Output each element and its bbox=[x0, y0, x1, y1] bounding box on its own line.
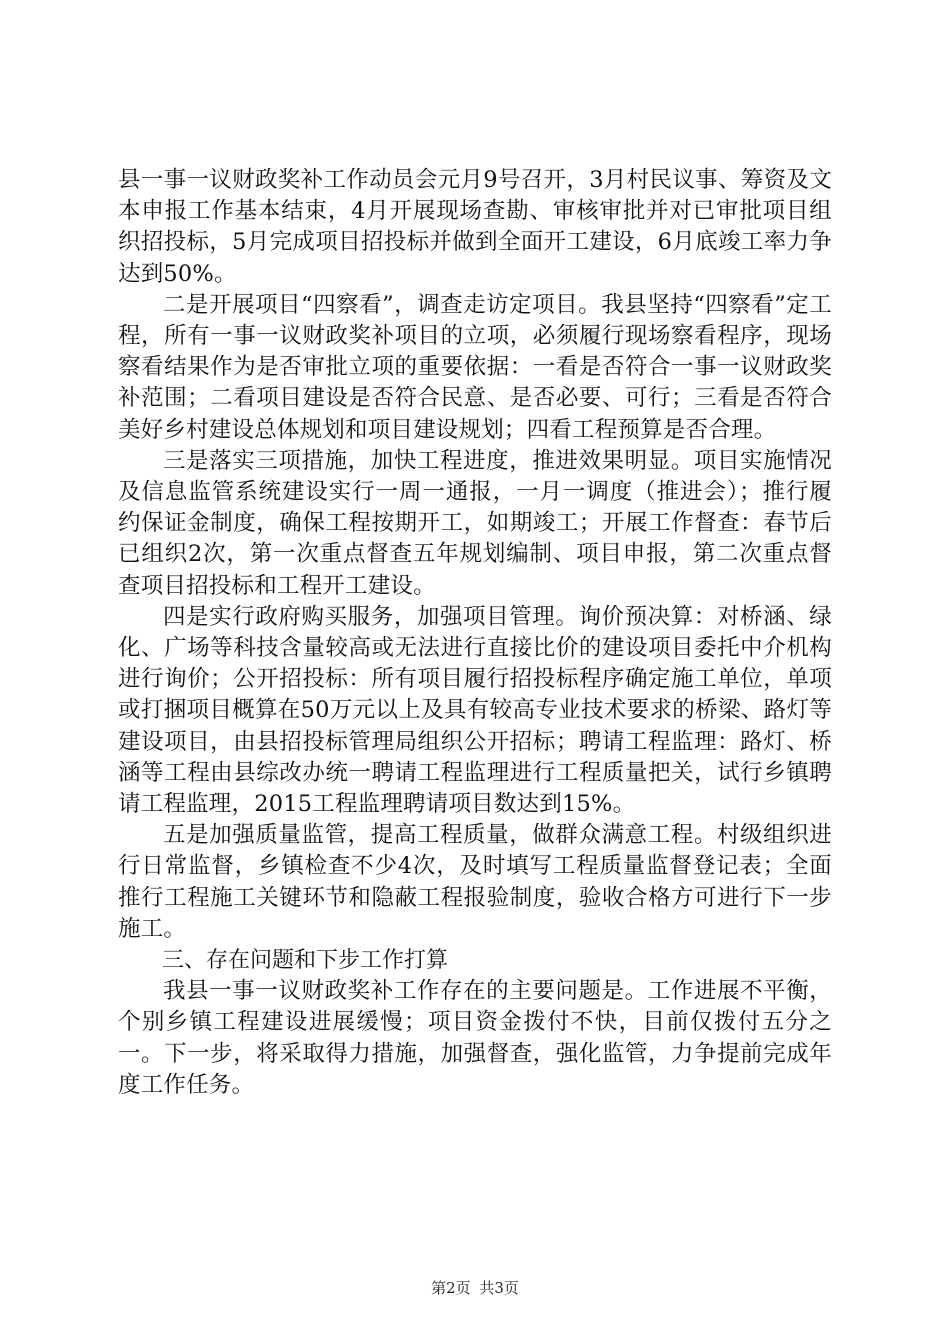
paragraph-purchase-services: 四是实行政府购买服务，加强项目管理。询价预决算：对桥涵、绿化、广场等科技含量较高或无法进行直接比价的建设项目委托中介机构进行询价；公开招投标：所有项目履行招投标程序确定施工单位，单项或打捆项目概算在50万元以上及具有较高专业技术要求的桥梁、路灯等建设项目，由县招投标管理局组织公开招标；聘请工程监理：路灯、桥涵等工程由县综改办统一聘请工程监理进行工程质量把关，试行乡镇聘请工程监理，2015工程监理聘请项目数达到15%。 bbox=[118, 603, 832, 818]
paragraph-four-inspections: 二是开展项目“四察看”，调查走访定项目。我县坚持“四察看”定工程，所有一事一议财政奖补项目的立项，必须履行现场察看程序，现场察看结果作为是否审批立项的重要依据：一看是否符合一事一议财政奖补范围；二看项目建设是否符合民意、是否必要、可行；三看是否符合美好乡村建设总体规划和项目建设规划；四看工程预算是否合理。 bbox=[118, 291, 832, 443]
paragraph-problems: 我县一事一议财政奖补工作存在的主要问题是。工作进展不平衡，个别乡镇工程建设进展缓慢；项目资金拨付不快，目前仅拨付五分之一。下一步，将采取得力措施，加强督查，强化监管，力争提前完成年度工作任务。 bbox=[118, 978, 832, 1098]
section-heading: 三、存在问题和下步工作打算 bbox=[162, 948, 449, 974]
page-number-current: 第2页 bbox=[431, 1279, 471, 1297]
page-footer bbox=[0, 1278, 950, 1298]
paragraph-schedule: 县一事一议财政奖补工作动员会元月9号召开，3月村民议事、筹资及文本申报工作基本结束，4月开展现场查勘、审核审批并对已审批项目组织招投标，5月完成项目招投标并做到全面开工建设，6月底竣工率力争达到50%。 bbox=[118, 167, 832, 287]
paragraph-three-measures: 三是落实三项措施，加快工程进度，推进效果明显。项目实施情况及信息监管系统建设实行一周一通报，一月一调度（推进会）；推行履约保证金制度，确保工程按期开工，如期竣工；开展工作督查：春节后已组织2次，第一次重点督查五年规划编制、项目申报，第二次重点督查项目招投标和工程开工建设。 bbox=[118, 447, 832, 599]
document-body bbox=[118, 165, 832, 1101]
paragraph-quality-supervision: 五是加强质量监管，提高工程质量，做群众满意工程。村级组织进行日常监督，乡镇检查不少4次，及时填写工程质量监督登记表；全面推行工程施工关键环节和隐蔽工程报验制度，验收合格方可进行下一步施工。 bbox=[118, 822, 832, 942]
page-number-total: 共3页 bbox=[479, 1279, 519, 1297]
